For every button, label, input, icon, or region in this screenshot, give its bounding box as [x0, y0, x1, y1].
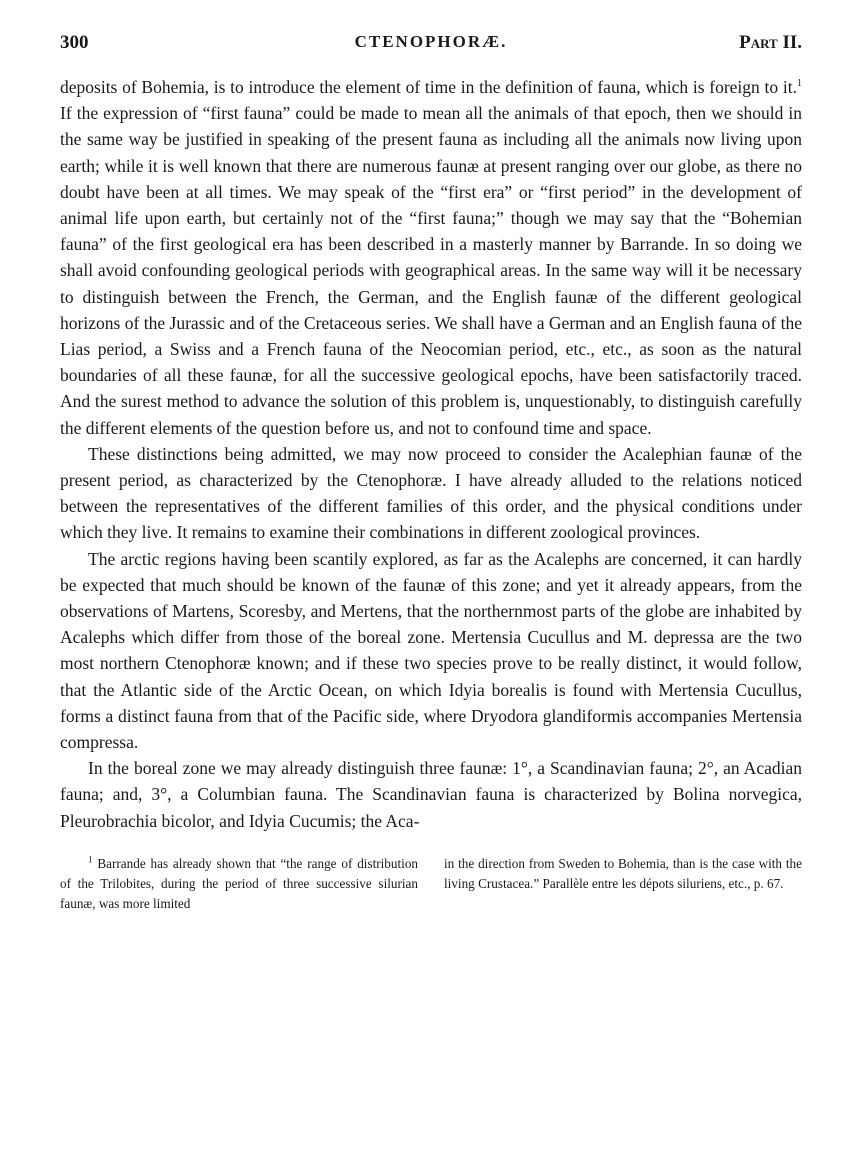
paragraph-1 [60, 74, 802, 441]
footnote-left-column [60, 854, 418, 914]
footnote-right-column [444, 854, 802, 914]
paragraph-1-text-start: deposits of Bohemia, is to introduce the element of time in the definition of fauna, which is foreign to it. [60, 77, 797, 97]
footnote-right-text: in the direction from Sweden to Bohemia, than is the case with the living Crustacea.” Parallèle entre les dépots siluriens, etc., p. 67. [444, 855, 802, 891]
paragraph-4: In the boreal zone we may already distinguish three faunæ: 1°, a Scandinavian fauna; 2°, an Acadian fauna; and, 3°, a Columbian fauna. The Scandinavian fauna is characterized by Bolina norvegica, Pleurobrachia bicolor, and Idyia Cucumis; the Aca- [60, 758, 802, 831]
running-title: CTENOPHORÆ. [354, 32, 508, 51]
paragraph-2: These distinctions being admitted, we may now proceed to consider the Acalephian faunæ of the present period, as characterized by the Ctenophoræ. I have already alluded to the relations noticed between the representatives of the different families of this order, and the physical conditions under which they live. It remains to examine their combinations in different zoological provinces. [60, 443, 802, 543]
paragraph-1-text-end: If the expression of “first fauna” could be made to mean all the animals of that epoch, then we should in the same way be justified in speaking of the present fauna as including all the animals now living upon earth; while it is well known that there are numerous faunæ at present ranging over our globe, as there no doubt have been at all times. We may speak of the “first era” or “first period” in the development of animal life upon earth, but certainly not of the “first fauna;” though we may say that the “Bohemian fauna” of the first geological era has been described in a masterly manner by Barrande. In so doing we shall avoid confounding geological periods with geographical areas. In the same way will it be necessary to distinguish between the French, the German, and the English faunæ of the different geological horizons of the Jurassic and of the Cretaceous series. We shall have a German and an English fauna of the Lias period, a Swiss and a French fauna of the Neocomian period, etc., etc., as soon as the natural boundaries of all these faunæ, for all the successive geological epochs, have been satisfactorily traced. And the surest method to advance the solution of this problem is, unquestionably, to distinguish carefully the different elements of the question before us, and not to confound time and space. [60, 103, 802, 438]
page [60, 28, 802, 914]
part-label: Part II. [739, 32, 802, 53]
paragraph-3: The arctic regions having been scantily explored, as far as the Acalephs are concerned, it can hardly be expected that much should be known of the faunæ of this zone; and yet it already appears, from the observations of Martens, Scoresby, and Mertens, that the northernmost parts of the globe are inhabited by Acalephs which differ from those of the boreal zone. Mertensia Cucullus and M. depressa are the two most northern Ctenophoræ known; and if these two species prove to be really distinct, it would follow, that the Atlantic side of the Arctic Ocean, on which Idyia borealis is found with Mertensia Cucullus, forms a distinct fauna from that of the Pacific side, where Dryodora glandiformis accompanies Mertensia compressa. [60, 548, 802, 753]
page-number: 300 [60, 32, 89, 53]
footnotes [60, 854, 802, 914]
footnote-reference[interactable]: 1 [797, 78, 802, 90]
footnote-left-text: Barrande has already shown that “the range of distribution of the Trilobites, during the period of three successive silurian faunæ, was more limited [60, 855, 419, 911]
body-text [60, 74, 802, 834]
running-head [60, 28, 802, 60]
footnote-marker: 1 [88, 854, 93, 865]
